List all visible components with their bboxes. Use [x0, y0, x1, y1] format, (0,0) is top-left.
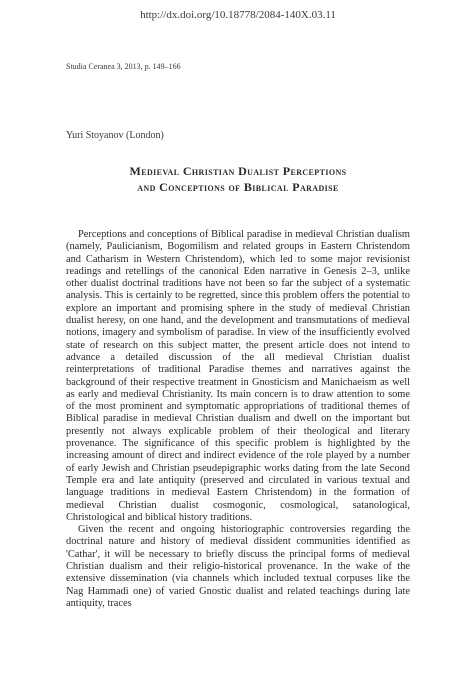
journal-reference: Studia Ceranea 3, 2013, p. 149–166: [66, 62, 181, 71]
article-title: [66, 163, 410, 195]
doi-link[interactable]: http://dx.doi.org/10.18778/2084-140X.03.11: [140, 9, 336, 21]
article-body: [66, 229, 410, 610]
article-title-line-1: Medieval Christian Dualist Perceptions: [129, 164, 347, 178]
article-title-line-2: and Conceptions of Biblical Paradise: [137, 180, 339, 194]
body-paragraph-1: Perceptions and conceptions of Biblical paradise in medieval Christian dualism (namely, Paulicianism, Bogomilism and related groups in Eastern Christendom and Catharism in Western Christendom), which led to some major revisionist readings and retellings of the canonical Eden narrative in Genesis 2–3, unlike other dualist doctrinal traditions have not been so far the subject of a systematic analysis. This is certainly to be regretted, since this problem offers the potential to explore an important and promising sphere in the study of medieval Christian dualist heresy, on one hand, and the development and transmutations of medieval notions, imagery and symbolism of paradise. In view of the insufficiently evolved state of research on this subject matter, the present article does not intend to advance a detailed discussion of the all medieval Christian dualist reinterpretations of traditional Paradise themes and narratives against the background of their respective treatment in Gnosticism and Manichaeism as well as early and medieval Christianity. Its main concern is to draw attention to some of the most prominent and symptomatic appropriations of traditional themes of Biblical paradise in medieval Christian dualism and dwell on the important but presently not always explicable problem of their theological and literary provenance. The significance of this specific problem is highlighted by the increasing amount of direct and indirect evidence of the role played by a number of early Jewish and Christian pseudepigraphic works dating from the late Second Temple era and late antiquity (preserved and circulated in various textual and language traditions in medieval Eastern Christendom) in the formation of medieval Christian dualist cosmogonic, cosmological, satanological, Christological and biblical history traditions.: [66, 229, 410, 523]
article-author: Yuri Stoyanov (London): [66, 130, 164, 141]
body-paragraph-2: Given the recent and ongoing historiographic controversies regarding the doctrinal nature and history of medieval dissident communities identified as 'Cathar', it will be necessary to briefly discuss the principal forms of medieval Christian dualism and their religio-historical provenance. In the wake of the extensive dissemination (via channels which included textual corpuses like the Nag Hammadi one) of varied Gnostic dualist and related teachings during late antiquity, traces: [66, 524, 410, 609]
